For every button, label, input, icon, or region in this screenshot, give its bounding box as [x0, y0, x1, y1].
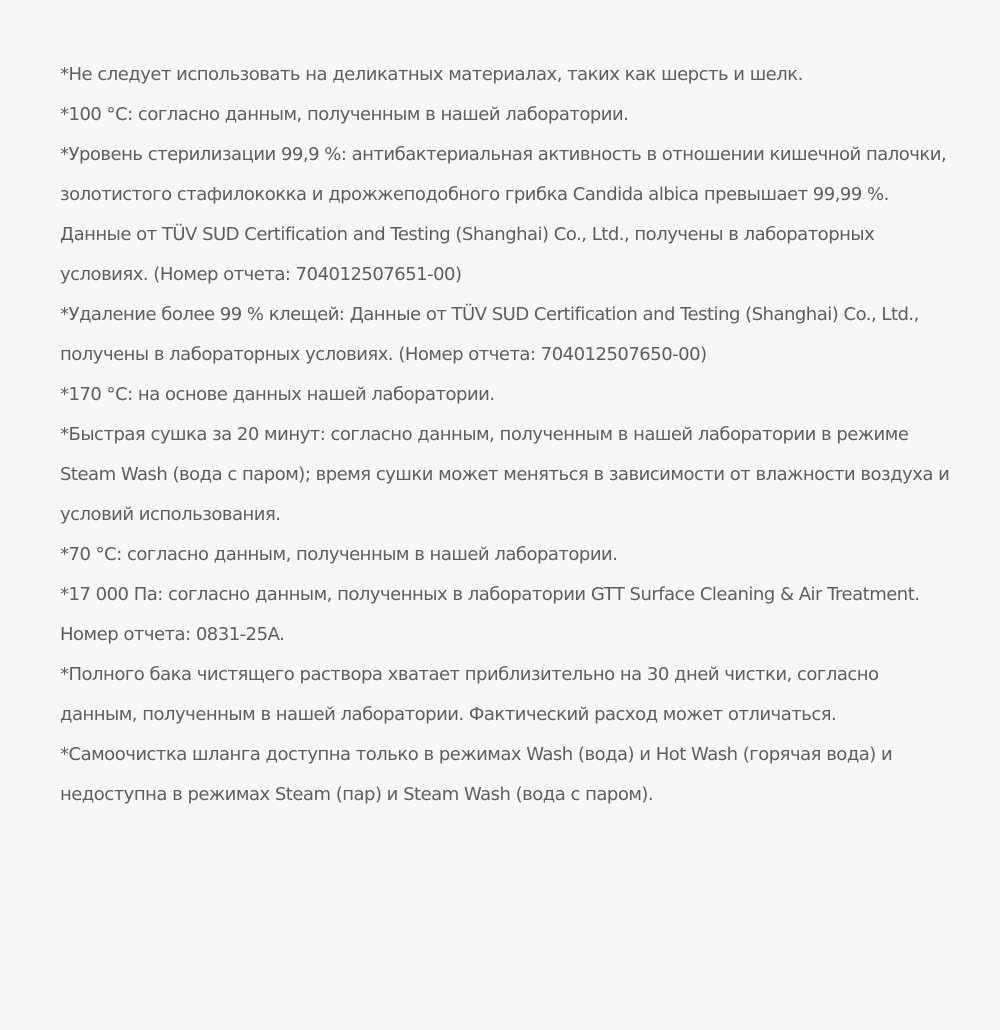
- footnotes-list: [60, 55, 960, 815]
- footnote-delicate-materials: *Не следует использовать на деликатных материалах, таких как шерсть и шелк.: [60, 64, 803, 85]
- footnote-mite-removal: *Удаление более 99 % клещей: Данные от TÜV SUD Certification and Testing (Shanghai) Co., Ltd., получены в лабораторных условиях. (Номер отчета: 704012507650-00): [60, 304, 919, 365]
- footnote-fast-drying: *Быстрая сушка за 20 минут: согласно данным, полученным в нашей лаборатории в режиме Steam Wash (вода с паром); время сушки может меняться в зависимости от влажности воздуха и условий использования.: [60, 424, 950, 525]
- footnote-sterilization: *Уровень стерилизации 99,9 %: антибактериальная активность в отношении кишечной палочки, золотистого стафилококка и дрожжеподобного грибка Candida albica превышает 99,99 %. Данные от TÜV SUD Certification and Testing (Shanghai) Co., Ltd., получены в лабораторных условиях. (Номер отчета: 704012507651-00): [60, 144, 947, 285]
- footnote-tank-capacity: *Полного бака чистящего раствора хватает приблизительно на 30 дней чистки, согласно данным, полученным в нашей лаборатории. Фактический расход может отличаться.: [60, 664, 879, 725]
- footnote-170c: *170 °C: на основе данных нашей лаборатории.: [60, 384, 495, 405]
- footnote-100c: *100 °C: согласно данным, полученным в нашей лаборатории.: [60, 104, 629, 125]
- footnote-70c: *70 °C: согласно данным, полученным в нашей лаборатории.: [60, 544, 618, 565]
- footnote-suction-pa: *17 000 Па: согласно данным, полученных в лаборатории GTT Surface Cleaning & Air Treatment. Номер отчета: 0831-25A.: [60, 584, 920, 645]
- footnote-hose-self-cleaning: *Самоочистка шланга доступна только в режимах Wash (вода) и Hot Wash (горячая вода) и недоступна в режимах Steam (пар) и Steam Wash (вода с паром).: [60, 744, 893, 805]
